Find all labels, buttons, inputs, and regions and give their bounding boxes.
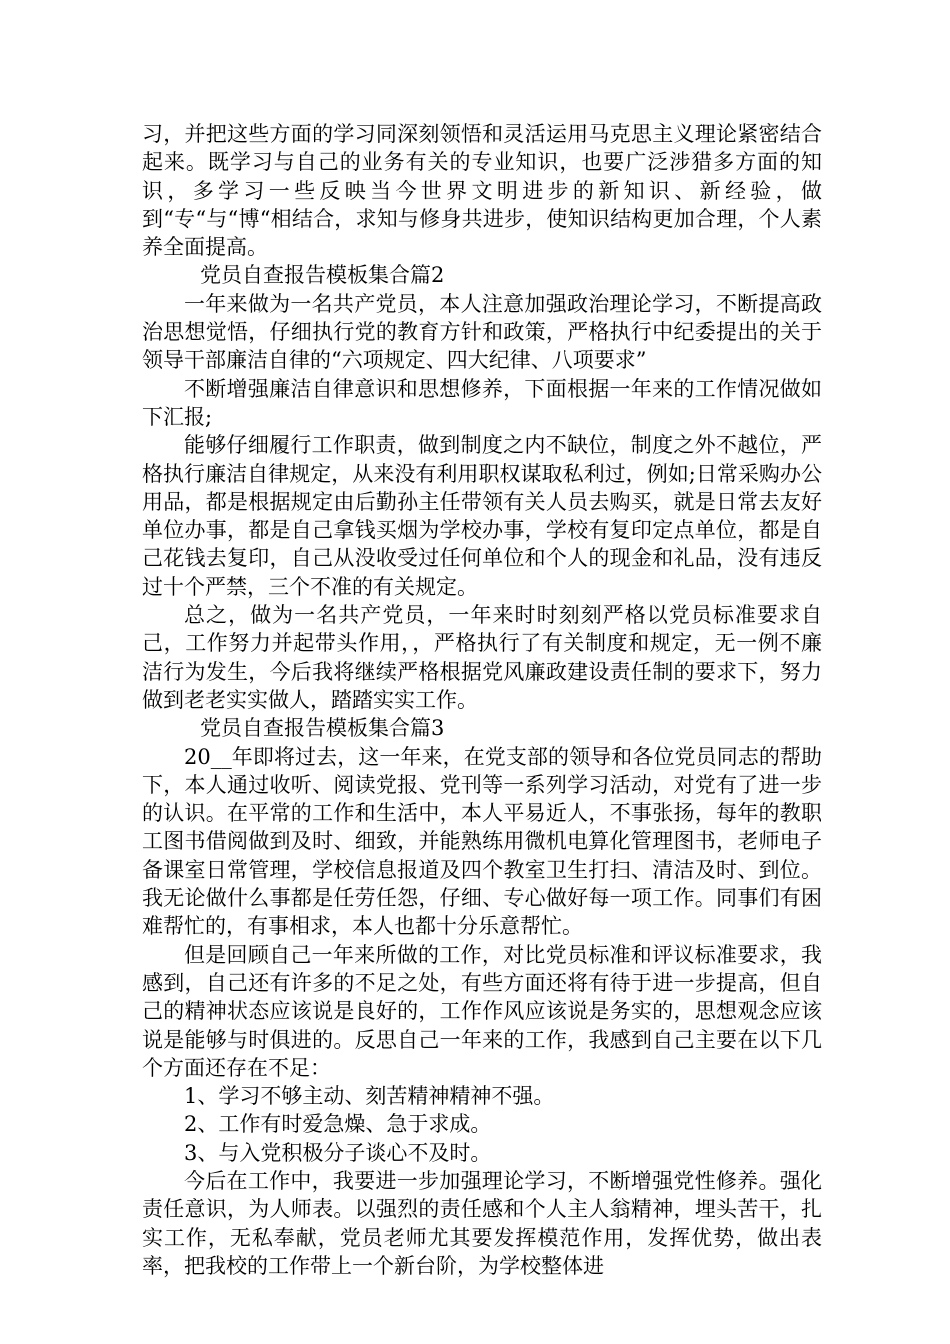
list-item: 2、工作有时爱急燥、急于求成。 bbox=[184, 1112, 492, 1137]
paragraph: 一年来做为一名共产党员，本人注意加强政治理论学习，不断提高政治思想觉悟，仔细执行党的教育方针和政策，严格执行中纪委提出的关于领导干部廉洁自律的“六项规定、四大纪律、八项要求” bbox=[142, 291, 822, 373]
paragraph: 今后在工作中，我要进一步加强理论学习，不断增强党性修养。强化责任意识，为人师表。以强烈的责任感和个人主人翁精神，埋头苦干，扎实工作，无私奉献，党员老师尤其要发挥模范作用，发挥优势，做出表率，把我校的工作带上一个新台阶，为学校整体进 bbox=[142, 1168, 822, 1278]
section-heading: 党员自查报告模板集合篇3 bbox=[200, 716, 445, 741]
paragraph: 不断增强廉洁自律意识和思想修养，下面根据一年来的工作情况做如下汇报; bbox=[142, 376, 822, 429]
paragraph: 但是回顾自己一年来所做的工作，对比党员标准和评议标准要求，我感到，自己还有许多的不足之处，有些方面还将有待于进一步提高，但自己的精神状态应该说是良好的，工作作风应该说是务实的，思想观念应该说是能够与时俱进的。反思自己一年来的工作，我感到自己主要在以下几个方面还存在不足： bbox=[142, 942, 822, 1080]
list-item: 3、与入党积极分子谈心不及时。 bbox=[184, 1140, 492, 1165]
paragraph: 习，并把这些方面的学习同深刻领悟和灵活运用马克思主义理论紧密结合起来。既学习与自己的业务有关的专业知识，也要广泛涉猎多方面的知识，多学习一些反映当今世界文明进步的新知识、新经验，做到“专“与“博“相结合，求知与修身共进步，使知识结构更加合理，个人素养全面提高。 bbox=[142, 122, 822, 260]
paragraph: 能够仔细履行工作职责，做到制度之内不缺位，制度之外不越位，严格执行廉洁自律规定，从来没有利用职权谋取私利过，例如;日常采购办公用品，都是根据规定由后勤孙主任带领有关人员去购买，就是日常去友好单位办事，都是自己拿钱买烟为学校办事，学校有复印定点单位，都是自己花钱去复印，自己从没收受过任何单位和个人的现金和礼品，没有违反过十个严禁，三个不准的有关规定。 bbox=[142, 433, 822, 599]
paragraph: 总之，做为一名共产党员，一年来时时刻刻严格以党员标准要求自己，工作努力并起带头作用，，严格执行了有关制度和规定，无一例不廉洁行为发生，今后我将继续严格根据党风廉政建设责任制的要求下，努力做到老老实实做人，踏踏实实工作。 bbox=[142, 603, 822, 712]
paragraph: 20__年即将过去，这一年来，在党支部的领导和各位党员同志的帮助下，本人通过收听、阅读党报、党刊等一系列学习活动，对党有了进一步的认识。在平常的工作和生活中，本人平易近人，不事张扬，每年的教职工图书借阅做到及时、细致，并能熟练用微机电算化管理图书，老师电子备课室日常管理，学校信息报道及四个教室卫生打扫、清洁及时、到位。我无论做什么事都是任劳任怨，仔细、专心做好每一项工作。同事们有困难帮忙的，有事相求，本人也都十分乐意帮忙。 bbox=[142, 744, 822, 939]
section-heading: 党员自查报告模板集合篇2 bbox=[200, 263, 445, 288]
list-item: 1、学习不够主动、刻苦精神精神不强。 bbox=[184, 1084, 555, 1109]
document-page bbox=[142, 120, 822, 1280]
